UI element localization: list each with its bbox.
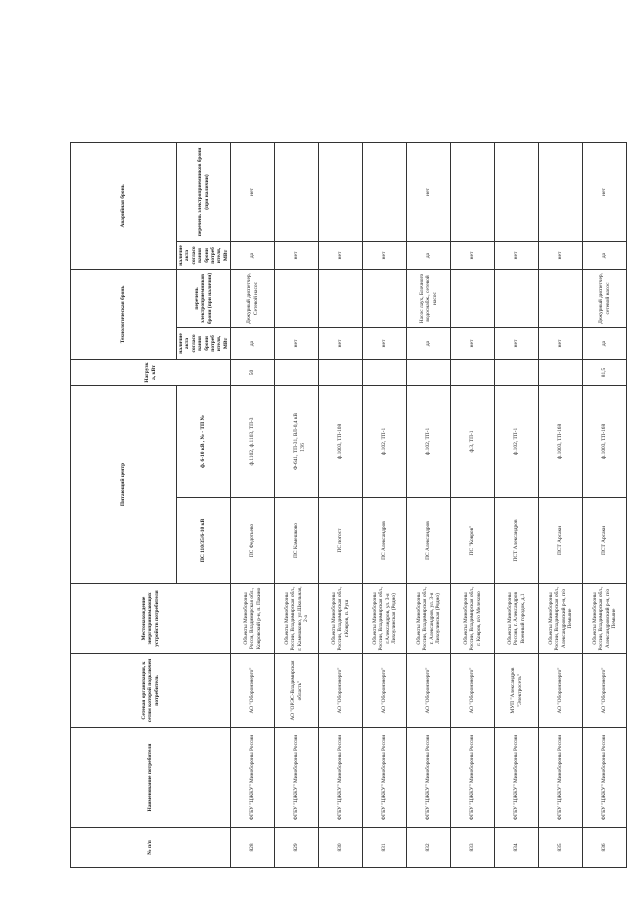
cell-load <box>275 359 319 385</box>
cell-name: ФГБУ "ЦЖКУ" Минобороны России <box>495 728 539 828</box>
cell-tech-avail: нет <box>539 327 583 359</box>
header-tech-avail: наличие акта согласо вания брони потреб ителя, МВт <box>177 327 231 359</box>
cell-num: 831 <box>363 828 407 868</box>
cell-name: ФГБУ "ЦЖКУ" Минобороны России <box>275 728 319 828</box>
header-load: Нагрузка, кВт <box>71 359 231 385</box>
header-name: Наименование потребителя <box>71 728 231 828</box>
cell-location: Объекты Минобороны России, Владимирская обл., г. Ковров, п/о Мелехово <box>451 584 495 654</box>
cell-num: 830 <box>319 828 363 868</box>
cell-emerg-list: нет <box>231 142 275 241</box>
cell-ps: ПС погост <box>319 498 363 584</box>
header-ps: ПС 110/35/6-10 кВ <box>177 498 231 584</box>
cell-network: АО "Оборонэнерго" <box>407 654 451 728</box>
cell-tech-list <box>275 269 319 327</box>
cell-tech-list <box>319 269 363 327</box>
cell-tech-avail: нет <box>319 327 363 359</box>
cell-name: ФГБУ "ЦЖКУ" Минобороны России <box>451 728 495 828</box>
cell-name: ФГБУ "ЦЖКУ" Минобороны России <box>319 728 363 828</box>
cell-emerg-list <box>539 142 583 241</box>
cell-load <box>319 359 363 385</box>
cell-emerg-list <box>275 142 319 241</box>
cell-load: 50 <box>231 359 275 385</box>
page-number: 136 <box>300 443 306 452</box>
cell-emerg-avail: да <box>583 241 627 269</box>
cell-name: ФГБУ "ЦЖКУ" Минобороны России <box>539 728 583 828</box>
cell-network: АО "ОРЭС-Владимирская область" <box>275 654 319 728</box>
table-row <box>495 142 539 867</box>
cell-num: 834 <box>495 828 539 868</box>
cell-name: ФГБУ "ЦЖКУ" Минобороны России <box>231 728 275 828</box>
cell-tech-avail: нет <box>363 327 407 359</box>
cell-emerg-avail: нет <box>539 241 583 269</box>
cell-num: 829 <box>275 828 319 868</box>
cell-ps: ПСТ Александров <box>495 498 539 584</box>
cell-num: 832 <box>407 828 451 868</box>
header-num: № п/п <box>71 828 231 868</box>
table-row <box>539 142 583 867</box>
cell-tech-list <box>451 269 495 327</box>
header-network: Сетевая организация, к сетям которой подключен потребитель <box>71 654 231 728</box>
cell-emerg-avail: нет <box>495 241 539 269</box>
cell-ps: ПС "Ковров" <box>451 498 495 584</box>
cell-load <box>363 359 407 385</box>
table-row <box>583 142 627 867</box>
cell-emerg-list: нет <box>583 142 627 241</box>
table-row <box>363 142 407 867</box>
cell-network: АО "Оборонэнерго" <box>539 654 583 728</box>
cell-feeder: ф.102, ТП-1 <box>495 385 539 497</box>
cell-tech-avail: нет <box>275 327 319 359</box>
cell-network: АО "Оборонэнерго" <box>451 654 495 728</box>
cell-ps: ПСТ Арсаки <box>583 498 627 584</box>
table-row <box>451 142 495 867</box>
header-center: Питающий центр <box>71 385 177 583</box>
cell-emerg-list <box>363 142 407 241</box>
cell-location: Объекты Минобороны России, Владимирская обл., г. Камешково, ул.Школьная, 2-а <box>275 584 319 654</box>
table-row <box>319 142 363 867</box>
header-location: Местонахождение энергопринимающих устройств потребителя <box>71 584 231 654</box>
cell-ps: ПС Федотьево <box>231 498 275 584</box>
cell-ps: ПС Камешково <box>275 498 319 584</box>
cell-load <box>539 359 583 385</box>
cell-emerg-list: нет <box>407 142 451 241</box>
header-emergency-reserve: Аварийная бронь <box>71 142 177 269</box>
cell-tech-list <box>363 269 407 327</box>
cell-network: АО "Оборонэнерго" <box>583 654 627 728</box>
cell-tech-list: Насос лаух, Блочного водоснабж., сетевой насос <box>407 269 451 327</box>
cell-location: Объекты Минобороны России, г. Александров Военный городок, д.1 <box>495 584 539 654</box>
cell-emerg-avail: нет <box>319 241 363 269</box>
cell-location: Объекты Минобороны России, Владимирская обл., Александровский р-н, п/о Пемьяне <box>539 584 583 654</box>
header-emerg-list: перечень электроприемников брони (при наличии) <box>177 142 231 241</box>
table-row <box>407 142 451 867</box>
cell-ps: ПСТ Арсаки <box>539 498 583 584</box>
cell-network: МУП "Александров "Электросеть" <box>495 654 539 728</box>
cell-network: АО "Оборонэнерго" <box>363 654 407 728</box>
cell-name: ФГБУ "ЦЖКУ" Минобороны России <box>583 728 627 828</box>
cell-feeder: ф.102, ТП-1 <box>363 385 407 497</box>
cell-emerg-avail: да <box>231 241 275 269</box>
cell-ps: ПС Александров <box>407 498 451 584</box>
cell-tech-avail: да <box>407 327 451 359</box>
cell-feeder: ф.102, ТП-1 <box>407 385 451 497</box>
cell-num: 828 <box>231 828 275 868</box>
cell-feeder: ф.3, ТП-1 <box>451 385 495 497</box>
cell-feeder: ф.1003, ТП-108 <box>319 385 363 497</box>
cell-feeder: ф.1003, ТП-168 <box>539 385 583 497</box>
cell-location: Объекты Минобороны России, Владимирская обл., г.Ковров, п. Руш <box>319 584 363 654</box>
cell-load <box>407 359 451 385</box>
cell-tech-avail: да <box>231 327 275 359</box>
cell-emerg-list <box>319 142 363 241</box>
header-tech-list: перечень электроприемников брони (при наличии) <box>177 269 231 327</box>
cell-num: 833 <box>451 828 495 868</box>
table-row <box>231 142 275 867</box>
cell-name: ФГБУ "ЦЖКУ" Минобороны России <box>363 728 407 828</box>
cell-tech-avail: да <box>583 327 627 359</box>
cell-feeder: Ф-641, ТП-31, ВЛ-0,4 кВ <box>275 385 319 497</box>
table-row <box>275 142 319 867</box>
cell-tech-avail: нет <box>451 327 495 359</box>
cell-emerg-list <box>495 142 539 241</box>
cell-num: 836 <box>583 828 627 868</box>
rotated-table-container <box>70 143 617 868</box>
cell-network: АО "Оборонэнерго" <box>319 654 363 728</box>
cell-name: ФГБУ "ЦЖКУ" Минобороны России <box>407 728 451 828</box>
cell-emerg-avail: нет <box>363 241 407 269</box>
cell-location: Объекты Минобороны России, Владимирская обл., г.Александров, ул. 3-я Лихоулинская (Рядно) <box>363 584 407 654</box>
cell-tech-list: Дежурный диспетчер, сетевой насос <box>583 269 627 327</box>
cell-tech-list <box>495 269 539 327</box>
cell-location: Объекты Минобороны Росси, Владимирская обл., Ковровский р-н, п. Пакино <box>231 584 275 654</box>
cell-network: АО "Оборонэнерго" <box>231 654 275 728</box>
cell-ps: ПС Александров <box>363 498 407 584</box>
header-feeder: ф. 6-10 кВ , № - ТП № <box>177 385 231 497</box>
cell-load: 81,5 <box>583 359 627 385</box>
table-body <box>231 142 627 867</box>
cell-tech-list <box>539 269 583 327</box>
cell-emerg-list <box>451 142 495 241</box>
cell-emerg-avail: нет <box>275 241 319 269</box>
cell-feeder: ф.1003, ТП-168 <box>583 385 627 497</box>
cell-location: Объекты Минобороны России, Владимирская обл., г. Александров, ул. 3-я Лихоулинская (Рядно) <box>407 584 451 654</box>
cell-feeder: ф.1102, ф.1103, ТП-3 <box>231 385 275 497</box>
cell-emerg-avail: да <box>407 241 451 269</box>
header-emerg-avail: наличие акта согласо вания брони потреб ителя, МВт <box>177 241 231 269</box>
cell-location: Объекты Минобороны России, Владимирская обл., Александровский р-н, п/о Пемьяне <box>583 584 627 654</box>
cell-load <box>495 359 539 385</box>
cell-num: 835 <box>539 828 583 868</box>
cell-tech-list: Дежурный диспетчер, Сетевой насос <box>231 269 275 327</box>
header-tech-reserve: Технологическая бронь <box>71 269 177 359</box>
cell-emerg-avail: нет <box>451 241 495 269</box>
consumer-reserve-table <box>70 142 627 868</box>
cell-load <box>451 359 495 385</box>
cell-tech-avail: нет <box>495 327 539 359</box>
